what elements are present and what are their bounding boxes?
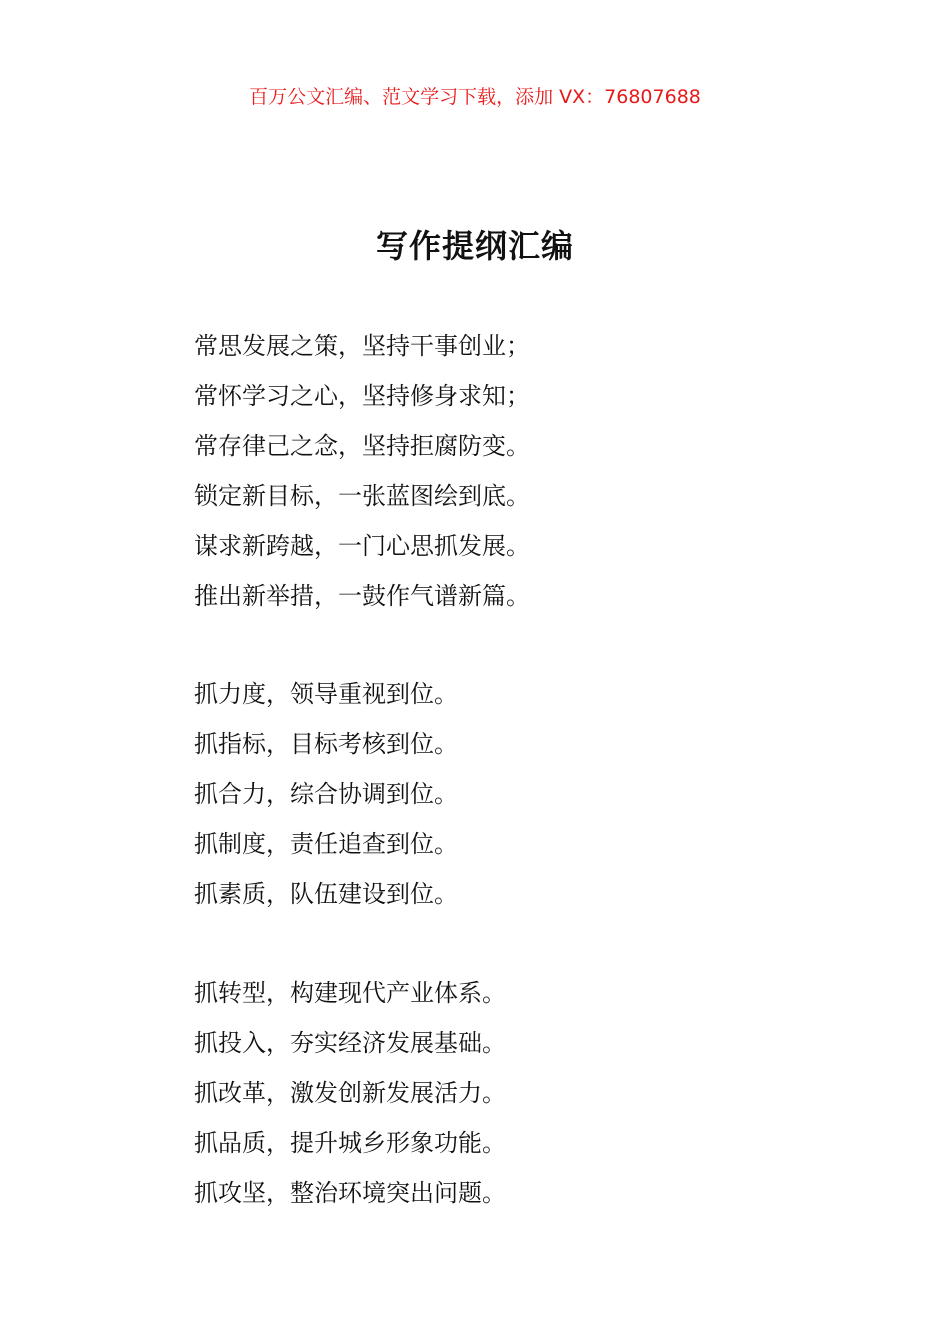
text-line: 抓制度，责任追查到位。 bbox=[194, 830, 458, 858]
text-line: 抓素质，队伍建设到位。 bbox=[194, 880, 458, 908]
text-line: 推出新举措，一鼓作气谱新篇。 bbox=[194, 582, 530, 610]
text-line: 常存律己之念，坚持拒腐防变。 bbox=[194, 432, 530, 460]
text-line: 抓改革，激发创新发展活力。 bbox=[194, 1079, 506, 1107]
text-line: 抓攻坚，整治环境突出问题。 bbox=[194, 1179, 506, 1207]
text-line: 锁定新目标，一张蓝图绘到底。 bbox=[194, 482, 530, 510]
text-line: 常怀学习之心，坚持修身求知； bbox=[194, 382, 530, 410]
text-line: 抓转型，构建现代产业体系。 bbox=[194, 979, 506, 1007]
header-note: 百万公文汇编、范文学习下载，添加 VX：76807688 bbox=[249, 86, 701, 108]
text-line: 常思发展之策，坚持干事创业； bbox=[194, 332, 530, 360]
text-line: 抓力度，领导重视到位。 bbox=[194, 680, 458, 708]
paragraph-group-3 bbox=[194, 968, 894, 1218]
text-line: 抓指标，目标考核到位。 bbox=[194, 730, 458, 758]
document-title: 写作提纲汇编 bbox=[375, 227, 574, 265]
paragraph-group-2 bbox=[194, 669, 894, 919]
text-line: 抓合力，综合协调到位。 bbox=[194, 780, 458, 808]
text-line: 谋求新跨越，一门心思抓发展。 bbox=[194, 532, 530, 560]
text-line: 抓投入，夯实经济发展基础。 bbox=[194, 1029, 506, 1057]
text-line: 抓品质，提升城乡形象功能。 bbox=[194, 1129, 506, 1157]
paragraph-group-1 bbox=[194, 321, 894, 621]
